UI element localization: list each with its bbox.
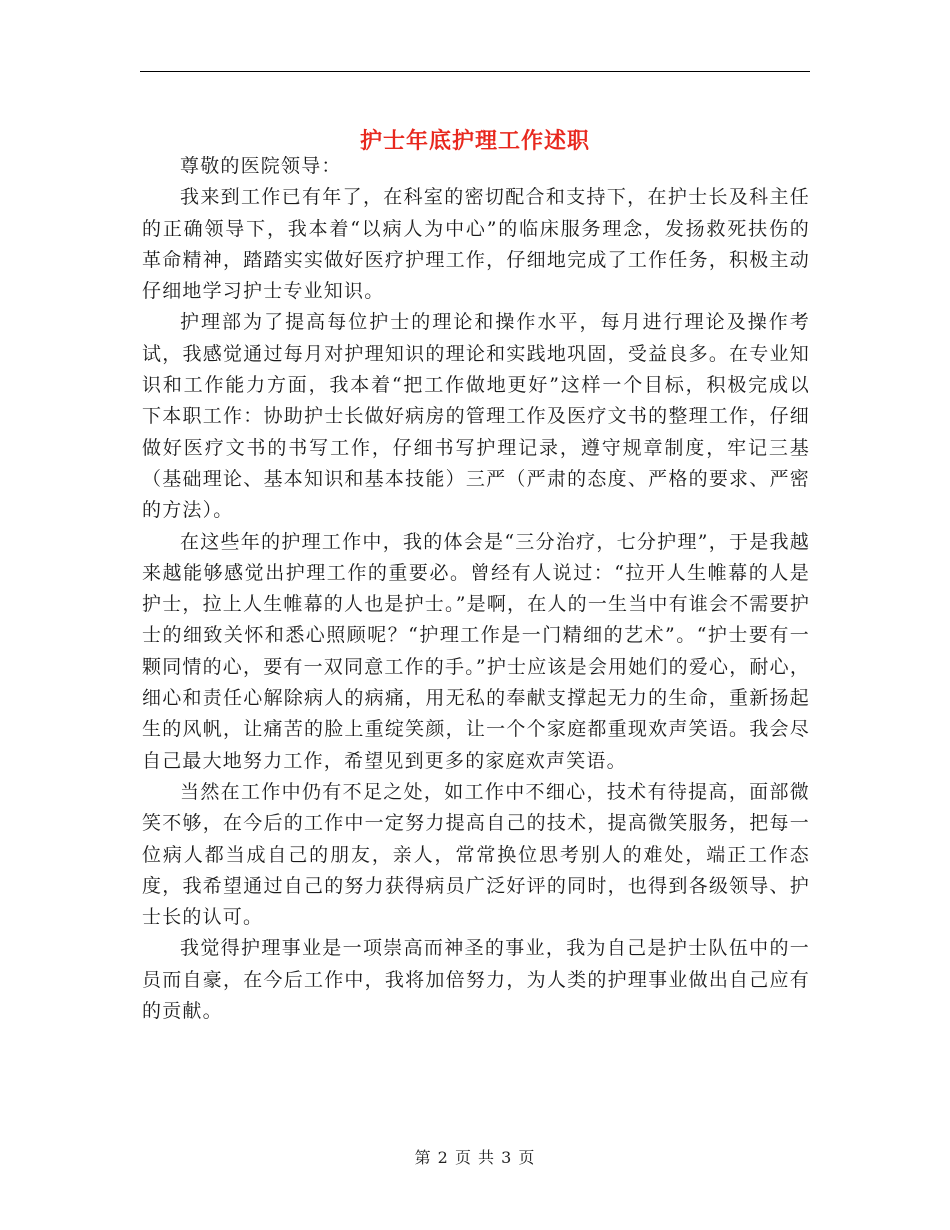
paragraph-shortcomings: 当然在工作中仍有不足之处，如工作中不细心，技术有待提高，面部微笑不够，在今后的工作中一定努力提高自己的技术，提高微笑服务，把每一位病人都当成自己的朋友，亲人，常常换位思考别人的难处，端正工作态度，我希望通过自己的努力获得病员广泛好评的同时，也得到各级领导、护士长的认可。 <box>142 780 810 929</box>
paragraph-conclusion: 我觉得护理事业是一项崇高而神圣的事业，我为自己是护士队伍中的一员而自豪，在今后工作中，我将加倍努力，为人类的护理事业做出自己应有的贡献。 <box>142 937 810 1023</box>
page-number: 第 2 页 共 3 页 <box>414 1148 536 1167</box>
document-title: 护士年底护理工作述职 <box>359 127 590 154</box>
paragraph-experience: 在这些年的护理工作中，我的体会是“三分治疗，七分护理”，于是我越来越能够感觉出护理工作的重要必。曾经有人说过：“拉开人生帷幕的人是护士，拉上人生帷幕的人也是护士。”是啊，在人的一生当中有谁会不需要护士的细致关怀和悉心照顾呢？“护理工作是一门精细的艺术”。“护士要有一颗同情的心，要有一双同意工作的手。”护士应该是会用她们的爱心，耐心，细心和责任心解除病人的病痛，用无私的奉献支撑起无力的生命，重新扬起生的风帆，让痛苦的脸上重绽笑颜，让一个个家庭都重现欢声笑语。我会尽自己最大地努力工作，希望见到更多的家庭欢声笑语。 <box>142 530 811 772</box>
paragraph-training: 护理部为了提高每位护士的理论和操作水平，每月进行理论及操作考试，我感觉通过每月对护理知识的理论和实践地巩固，受益良多。在专业知识和工作能力方面，我本着“把工作做地更好”这样一个目标，积极完成以下本职工作：协助护士长做好病房的管理工作及医疗文书的整理工作，仔细做好医疗文书的书写工作，仔细书写护理记录，遵守规章制度，牢记三基（基础理论、基本知识和基本技能）三严（严肃的态度、严格的要求、严密的方法）。 <box>142 311 810 522</box>
header-rule <box>140 71 810 72</box>
paragraph-intro: 我来到工作已有年了，在科室的密切配合和支持下，在护士长及科主任的正确领导下，我本着“以病人为中心”的临床服务理念，发扬救死扶伤的革命精神，踏踏实实做好医疗护理工作，仔细地完成了工作任务，积极主动仔细地学习护士专业知识。 <box>142 186 810 303</box>
salutation: 尊敬的医院领导： <box>180 155 342 177</box>
document-body <box>142 151 810 1027</box>
